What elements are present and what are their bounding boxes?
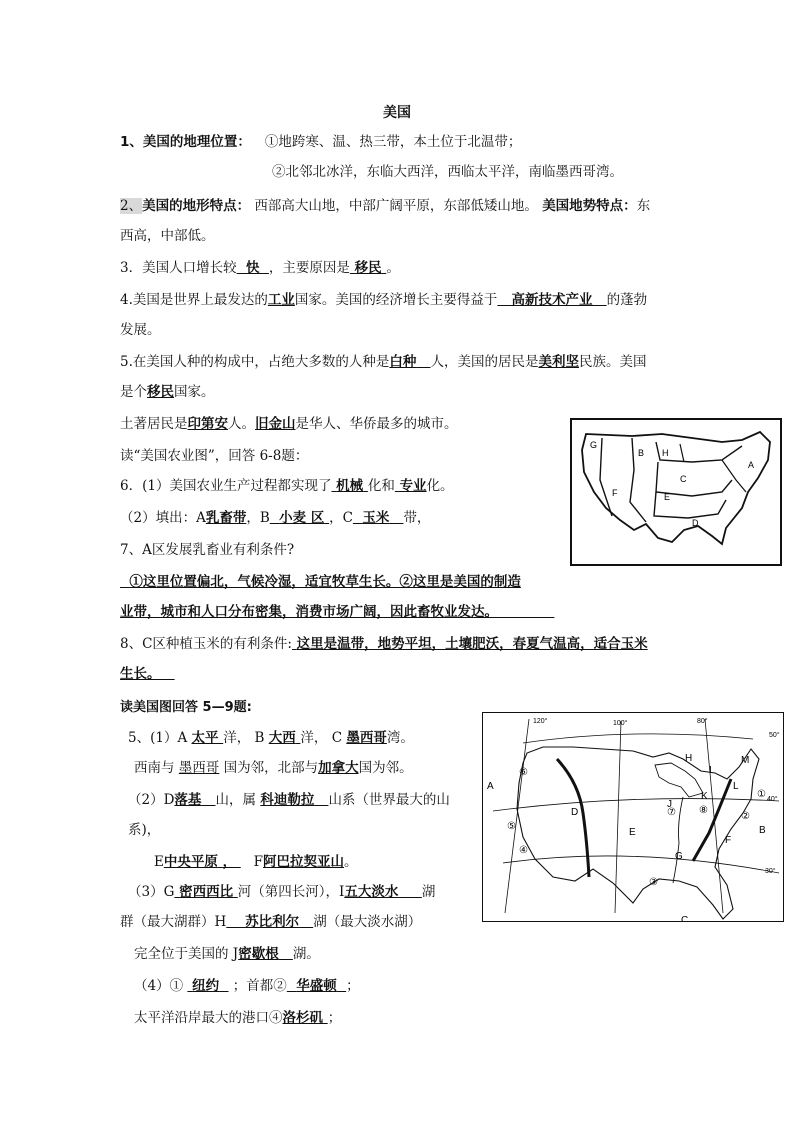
lon-label-100: 100° <box>613 720 628 727</box>
q6-answer-c: 玉米 <box>362 510 390 526</box>
us-agriculture-map <box>570 418 782 566</box>
q7-answer-2: 业带，城市和人口分布密集，消费市场广阔，因此畜牧业发达。 <box>120 604 498 620</box>
q59-l2-pre: 西南与 <box>134 760 175 776</box>
map2-circled-6: ⑥ <box>519 767 528 778</box>
q59-answer-e: 中央平原 ， <box>163 854 237 870</box>
q5-line-2 <box>120 382 215 402</box>
q59-answer-cordillera: 科迪勒拉 <box>260 792 315 808</box>
map2-circled-2: ② <box>741 811 750 822</box>
meridian-80 <box>705 719 723 913</box>
q5b-line <box>120 414 458 434</box>
region-boundary-central <box>656 462 732 496</box>
q3-answer-2: 移民 <box>354 260 382 276</box>
map1-label-h: H <box>662 448 669 458</box>
q59-answer-d: 落基 <box>174 792 202 808</box>
q4-line-1 <box>120 290 647 310</box>
map2-letter-g: G <box>675 851 683 862</box>
us-coastline <box>517 747 759 919</box>
q59-l5-pre: E <box>154 854 164 870</box>
q8-line-1 <box>120 634 648 654</box>
q59-l10-end: ； <box>327 1010 342 1026</box>
q59-answer-j: 密歇根 <box>238 946 279 962</box>
q59-l10-pre: 太平洋沿岸最大的港口④ <box>134 1010 283 1026</box>
q5-end2: 国家。 <box>174 384 215 400</box>
lat-label-30: 30° <box>765 868 776 875</box>
map2-circled-3: ③ <box>649 877 658 888</box>
q2-num: 2、 <box>120 198 143 214</box>
q6-p2b-pre: ，B <box>246 510 270 526</box>
q59-answer-neighbor-n: 加拿大 <box>318 760 359 776</box>
read-prompt-2: 读美国图回答 5—9题: <box>120 700 252 715</box>
q5-answer-2: 美利坚 <box>538 354 579 370</box>
agriculture-map-drawing <box>572 420 780 564</box>
q59-l1-c-pre: C <box>331 730 343 746</box>
q59-l5-end: 。 <box>344 854 358 870</box>
map2-letter-a: A <box>487 781 494 792</box>
q59-answer-b: 大西 <box>268 730 296 746</box>
page-title: 美国 <box>383 105 411 121</box>
map2-letter-m: M <box>741 755 750 766</box>
q5-line-1 <box>120 352 647 372</box>
q59-line-5 <box>154 852 358 872</box>
read-prompt-1: 读“美国农业图”，回答 6-8题： <box>120 448 309 464</box>
q2-line-1 <box>120 196 650 216</box>
q59-l3-end: 山系（世界最大的山 <box>328 792 450 808</box>
q2-text2a: 东 <box>636 198 651 214</box>
map2-circled-1: ① <box>757 789 766 800</box>
q2-line-2: 西高，中部低。 <box>120 228 215 244</box>
us-physical-map <box>482 712 784 922</box>
map2-letter-j: J <box>667 799 672 810</box>
q59-answer-g: 密西西比 <box>179 884 234 900</box>
q5b-pre: 土著居民是 <box>120 416 188 432</box>
map2-circled-7: ⑦ <box>667 807 676 818</box>
q59-l6-pre: （3）G <box>128 884 175 900</box>
q3-mid: ，主要原因是 <box>268 260 350 276</box>
map2-letter-e: E <box>629 827 636 838</box>
q59-answer-h: 苏比利尔 <box>245 914 300 930</box>
q59-line-10 <box>134 1008 341 1028</box>
q7-label: 7、A区发展乳畜业有利条件? <box>120 542 295 558</box>
q7-answer-1: ①这里位置偏北，气候冷湿，适宜牧草生长。②这里是美国的制造 <box>129 574 521 590</box>
q59-answer-4: 洛杉矶 <box>282 1010 323 1026</box>
q5-answer-3: 移民 <box>147 384 174 400</box>
q59-l6-end: 湖 <box>421 884 436 900</box>
q59-line-4: 系)， <box>128 822 161 838</box>
q59-l1-b-pre: B <box>254 730 265 746</box>
q2-label: 美国的地形特点： <box>142 198 251 214</box>
map1-label-a: A <box>748 460 755 470</box>
map1-label-g: G <box>590 440 598 450</box>
map1-label-f: F <box>612 488 618 498</box>
map1-label-e: E <box>664 492 671 502</box>
q59-l9-mid: ；首都② <box>232 978 287 994</box>
q59-l3-pre: （2）D <box>128 792 175 808</box>
q5b-mid: 人。 <box>228 416 255 432</box>
q6-line-1 <box>120 476 454 496</box>
q6-p2c-end: 带， <box>403 510 431 526</box>
map2-letter-d: D <box>571 807 579 818</box>
q59-l7-end: 湖（最大淡水湖） <box>313 914 422 930</box>
map1-label-b: B <box>638 448 645 458</box>
q5-pre: 5.在美国人种的构成中，占绝大多数的人种是 <box>120 354 390 370</box>
q1-line-2: ②北邻北冰洋，东临大西洋，西临太平洋，南临墨西哥湾。 <box>272 164 623 180</box>
q6-line-2 <box>120 508 430 528</box>
q8-line-2 <box>120 664 175 684</box>
map2-letter-k: K <box>701 791 708 802</box>
q59-l1-b-end: 洋， <box>300 730 328 746</box>
lon-label-120: 120° <box>533 718 548 725</box>
q6-mid: 化和 <box>367 478 395 494</box>
q59-l8-end: 湖。 <box>292 946 320 962</box>
q3-pre: 3．美国人口增长较 <box>120 260 237 276</box>
q59-l9-end: ； <box>346 978 360 994</box>
q8-answer-2: 生长。 <box>120 666 161 682</box>
q59-l2-mid: 国为邻，北部与 <box>223 760 319 776</box>
q59-line-1 <box>128 728 414 748</box>
region-boundary-west <box>600 438 612 516</box>
q59-answer-2: 华盛顿 <box>296 978 337 994</box>
map2-circled-4: ④ <box>519 845 528 856</box>
q5-mid: 人，美国的居民是 <box>430 354 539 370</box>
us-outline <box>582 432 770 544</box>
map2-letter-b: B <box>759 825 766 836</box>
q4-end: 的蓬勃 <box>606 292 648 308</box>
q4-answer-2: 高新技术产业 <box>511 292 593 308</box>
q59-answer-i: 五大淡水 <box>344 884 399 900</box>
map2-circled-5: ⑤ <box>507 821 516 832</box>
q59-answer-neighbor-sw: 墨西哥 <box>178 760 220 776</box>
map2-circled-8: ⑧ <box>699 805 708 816</box>
q7-answer-line-1 <box>120 572 521 592</box>
q2-text: 西部高大山地，中部广阔平原，东部低矮山地。 <box>254 198 538 214</box>
map2-letter-i: I <box>709 765 712 776</box>
q5b-answer-2: 旧金山 <box>255 416 296 432</box>
q59-line-9 <box>134 976 360 996</box>
region-boundary-h <box>680 444 684 462</box>
q4-mid: 国家。美国的经济增长主要得益于 <box>294 292 498 308</box>
q6-answer-1: 机械 <box>336 478 364 494</box>
q5-end: 民族。美国 <box>579 354 647 370</box>
q59-l1-pre: 5、(1）A <box>128 730 188 746</box>
q7-answer-line-2 <box>120 602 554 622</box>
q59-answer-1: 纽约 <box>192 978 220 994</box>
q8-answer-1: 这里是温带，地势平坦，土壤肥沃，春夏气温高，适合玉米 <box>296 636 648 652</box>
lon-label-80: 80° <box>697 718 708 725</box>
q6-answer-a: 乳畜带 <box>205 510 247 526</box>
lat-label-40: 40° <box>767 796 778 803</box>
q4-line-2: 发展。 <box>120 322 161 338</box>
lat-label-50: 50° <box>769 732 780 739</box>
q6-end: 化。 <box>426 478 454 494</box>
physical-map-drawing <box>483 713 783 921</box>
q59-l9-pre: （4）① <box>134 978 184 994</box>
q59-answer-c: 墨西哥 <box>346 730 387 746</box>
q59-line-3 <box>128 790 450 810</box>
q3-line <box>120 258 400 278</box>
q59-line-6 <box>128 882 435 902</box>
q1-part1: ①地跨寒、温、热三带，本土位于北温带； <box>264 134 522 150</box>
parallel-50 <box>523 734 753 743</box>
q59-l7-pre: 群（最大湖群）H <box>120 914 227 930</box>
q5b-answer-1: 印第安 <box>187 416 228 432</box>
q4-pre: 4.美国是世界上最发达的 <box>120 292 268 308</box>
q59-line-7 <box>120 912 421 932</box>
map1-label-c: C <box>680 474 687 484</box>
q59-l3-a-end: 山，属 <box>215 792 257 808</box>
q1-line-1 <box>120 132 521 152</box>
q2-label2: 美国地势特点： <box>542 198 637 214</box>
q1-label: 1、美国的地理位置： <box>120 134 251 150</box>
q59-answer-f: 阿巴拉契亚山 <box>263 854 345 870</box>
q3-answer-1: 快 <box>246 260 260 276</box>
q59-l5-b-pre: F <box>253 854 264 870</box>
meridian-120 <box>505 719 529 913</box>
q59-l1-c-end: 湾。 <box>386 730 414 746</box>
map2-letter-c: C <box>681 915 689 921</box>
map2-letter-l: L <box>733 781 739 792</box>
q5-pre2: 是个 <box>120 384 147 400</box>
q59-l8-pre: 完全位于美国的 J <box>134 946 239 962</box>
q6-p2-pre: （2）填出：A <box>120 510 206 526</box>
parallel-30 <box>503 856 779 873</box>
q6-answer-2: 专业 <box>399 478 427 494</box>
map2-letter-f: F <box>725 835 732 846</box>
q5b-end: 是华人、华侨最多的城市。 <box>295 416 458 432</box>
region-boundary-north <box>656 442 742 462</box>
q59-answer-a: 太平 <box>191 730 219 746</box>
q4-answer-1: 工业 <box>267 292 295 308</box>
q3-end: 。 <box>386 260 400 276</box>
q59-line-8 <box>134 944 320 964</box>
q6-pre: 6．(1）美国农业生产过程都实现了 <box>120 478 332 494</box>
q6-p2c-pre: ，C <box>329 510 353 526</box>
q59-l6-mid: 河（第四长河），I <box>237 884 345 900</box>
q6-answer-b: 小麦 区 <box>279 510 325 526</box>
q59-l2-end: 国为邻。 <box>358 760 413 776</box>
parallel-40 <box>493 799 779 811</box>
map2-letter-h: H <box>685 753 693 764</box>
q59-l1-a-end: 洋， <box>223 730 251 746</box>
q59-line-2 <box>134 758 413 778</box>
map1-label-d: D <box>692 518 699 528</box>
rocky-mountains <box>557 759 589 877</box>
q8-label: 8、C区种植玉米的有利条件: <box>120 636 292 652</box>
q5-answer-1: 白种 <box>389 354 417 370</box>
